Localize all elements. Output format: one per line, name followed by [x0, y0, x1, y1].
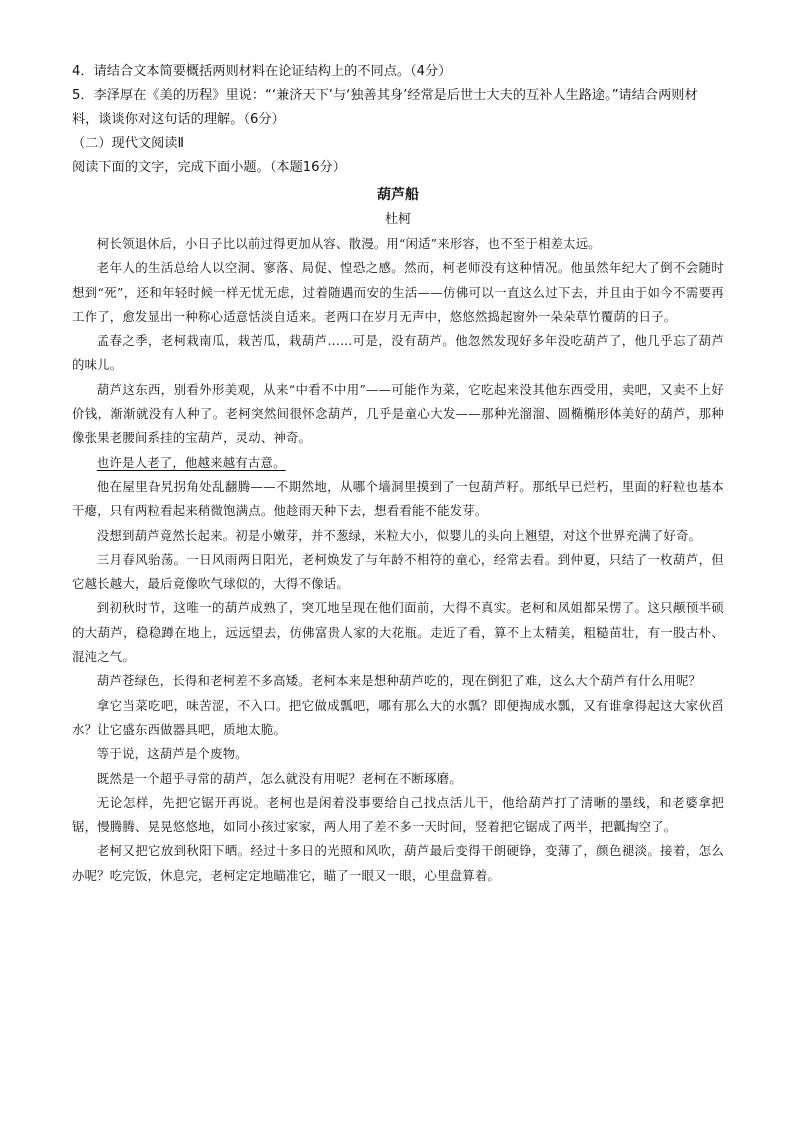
story-paragraph-5	[72, 451, 724, 475]
story-author: 杜柯	[384, 212, 411, 227]
story-paragraph-1: 柯长领退休后，小日子比以前过得更加从容、散漫。用“闲适”来形容，也不至于相差太远。	[96, 236, 601, 251]
story-paragraph-9: 到初秋时节，这唯一的葫芦成熟了，突兀地呈现在他们面前，大得不真实。老柯和凤姐都呆愣了。这只颟顸半硕的大葫芦，稳稳蹲在地上，远远望去，仿佛富贵人家的大花瓶。走近了看，算不上太精美，粗糙苗壮，有一股古朴、混沌之气。	[72, 600, 724, 665]
story-paragraph-13: 既然是一个超乎寻常的葫芦，怎么就没有用呢？老柯在不断琢磨。	[96, 770, 462, 786]
story-paragraph-2: 老年人的生活总给人以空洞、寥落、局促、惶恐之感。然而，柯老师没有这种情况。他虽然年纪大了倒不会随时想到“死”，还和年轻时候一样无忧无虑，过着随遇而安的生活——仿佛可以一直这么过下去，并且由于如今不需要再工作了，愈发显出一种称心适意恬淡自适来。老两口在岁月无声中，悠悠然捣起窗外一朵朵草竹覆荫的日子。	[72, 260, 724, 324]
story-paragraph-15: 老柯又把它放到秋阳下晒。经过十多日的光照和风吹，葫芦最后变得干朗硬铮，变薄了，颜色褪淡。接着，怎么办呢？吃完饭，休息完，老柯定定地瞄准它，瞄了一眼又一眼，心里盘算着。	[72, 843, 724, 883]
question-4: 4．请结合文本简要概括两则材料在论证结构上的不同点。（4分）	[72, 64, 452, 79]
section-heading: （二）现代文阅读Ⅱ	[72, 136, 184, 151]
story-paragraph-7: 没想到葫芦竟然长起来。初是小嫩芽，并不葱绿，米粒大小，似婴儿的头向上翘望，对这个世界充满了好奇。	[96, 527, 702, 543]
story-paragraph-10: 葫芦苍绿色，长得和老柯差不多高矮。老柯本来是想种葫芦吃的，现在倒犯了难，这么大个葫芦有什么用呢？	[96, 673, 702, 689]
story-paragraph-11: 拿它当菜吃吧，味苦涩，不入口。把它做成瓢吧，哪有那么大的水瓢？即便掏成水瓢，又有谁拿得起这大家伙舀水？让它盛东西做器具吧，质地太脆。	[72, 697, 724, 737]
story-paragraph-8: 三月春风骀荡。一日风雨两日阳光，老柯焕发了与年龄不相符的童心，经常去看。到仲夏，只结了一枚葫芦，但它越长越大，最后竟像吹气球似的，大得不像话。	[72, 551, 724, 592]
reading-instruction: 阅读下面的文字，完成下面小题。（本题16分）	[72, 160, 346, 175]
story-paragraph-14: 无论怎样，先把它锯开再说。老柯也是闲着没事要给自己找点活儿干，他给葫芦打了清晰的墨线，和老婆拿把锯，慢腾腾、晃晃悠悠地，如同小孩过家家，两人用了差不多一天时间，竖着把它锯成了两半，把瓤掏空了。	[72, 794, 724, 835]
story-paragraph-6: 他在屋里旮旯拐角处乱翻腾——不期然地，从哪个墙洞里摸到了一包葫芦籽。那纸早已烂朽，里面的籽粒也基本干瘪，只有两粒看起来稍微饱满点。他趁雨天种下去，想看看能不能发芽。	[72, 478, 724, 519]
story-paragraph-12: 等于说，这葫芦是个废物。	[96, 746, 248, 762]
story-paragraph-3: 孟春之季，老柯栽南瓜，栽苦瓜，栽葫芦……可是，没有葫芦。他忽然发现好多年没吃葫芦了，他几乎忘了葫芦的味儿。	[72, 333, 724, 373]
story-paragraph-4: 葫芦这东西，别看外形美观，从来“中看不中用”——可能作为菜，它吃起来没其他东西受用，卖吧，又卖不上好价钱，渐渐就没有人种了。老柯突然间很怀念葫芦，几乎是童心大发——那种光溜溜、圆椭椭形体美好的葫芦，那种像张果老腰间系挂的宝葫芦，灵动、神奇。	[72, 381, 724, 446]
question-5: 5．李泽厚在《美的历程》里说：“‘兼济天下’与‘独善其身’经常是后世士大夫的互补人生路途。”请结合两则材料，谈谈你对这句话的理解。（6分）	[72, 88, 698, 127]
underlined-sentence: 也许是人老了，他越来越有古意。	[96, 454, 286, 470]
document-page	[72, 60, 724, 888]
story-title: 葫芦船	[377, 187, 419, 203]
